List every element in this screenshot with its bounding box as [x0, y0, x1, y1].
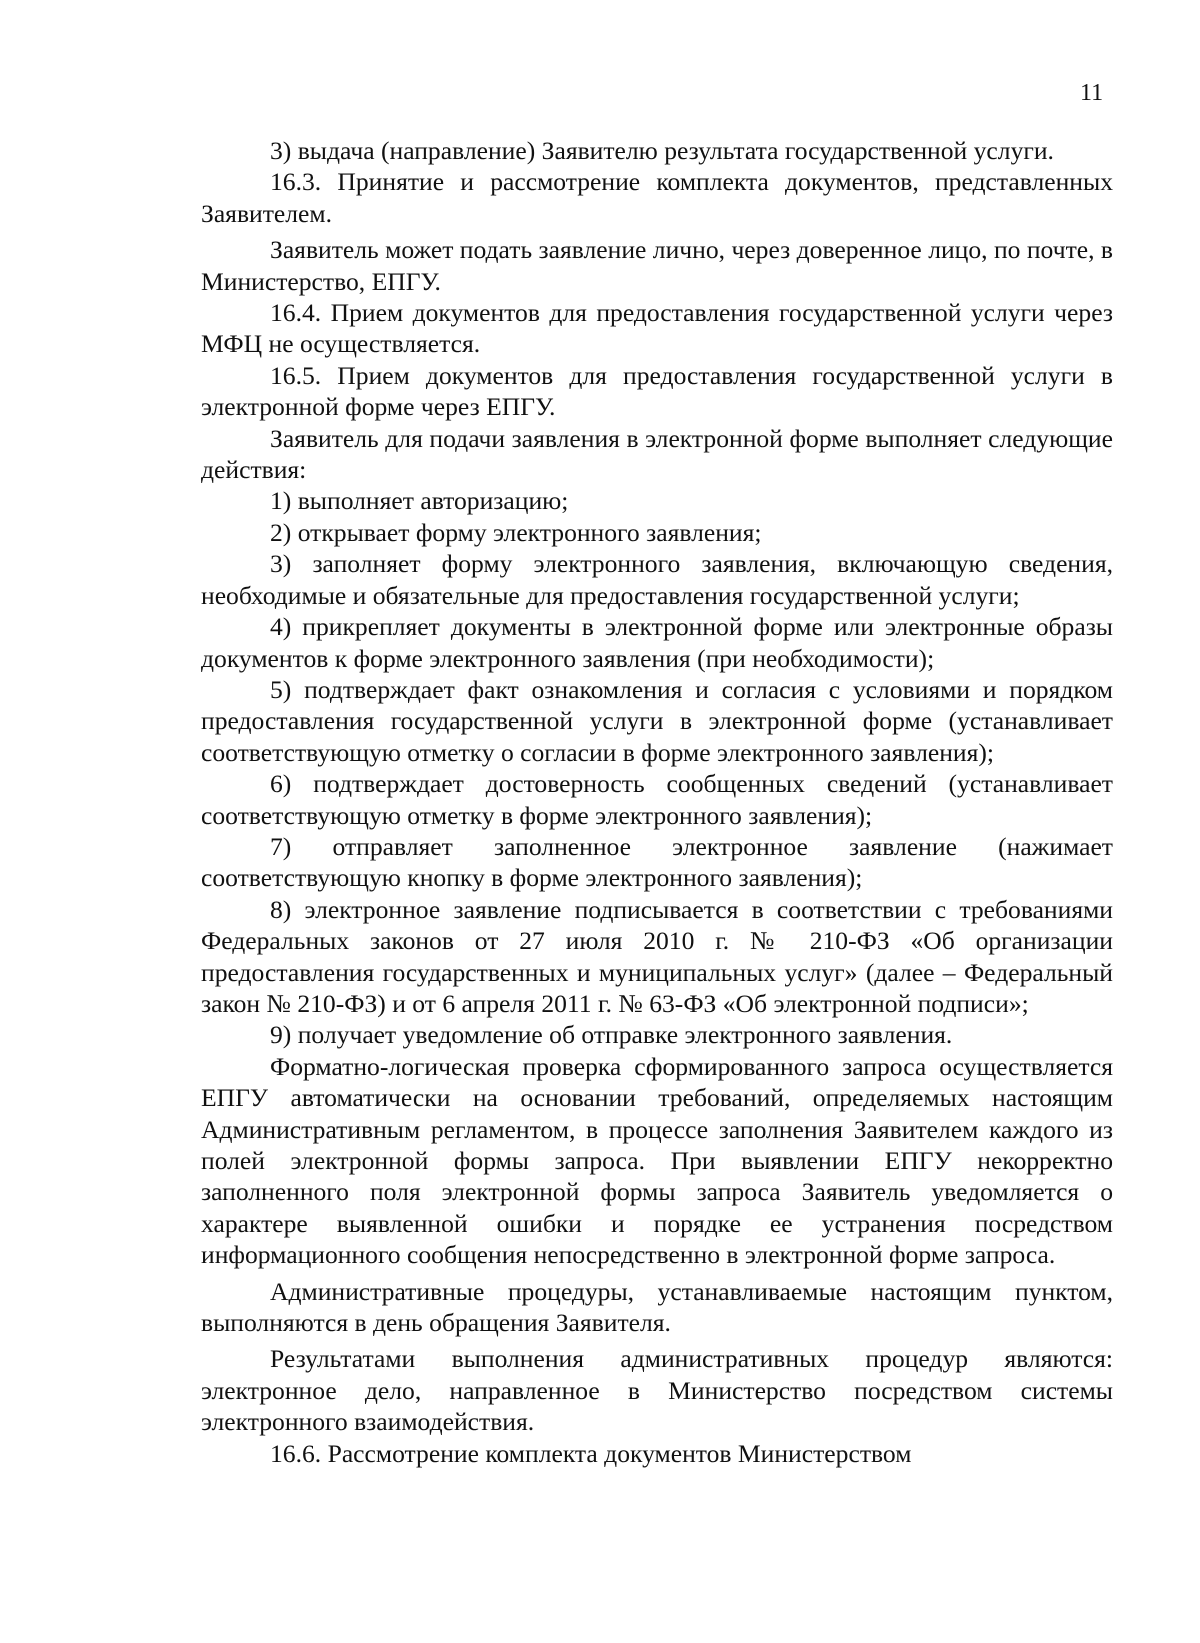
- list-item-5: 5) подтверждает факт ознакомления и согласия с условиями и порядком предоставления государственной услуги в электронной форме (устанавливает соответствующую отметку о согласии в форме электронного заявления);: [201, 674, 1113, 767]
- list-item-8: 8) электронное заявление подписывается в соответствии с требованиями Федеральных законов от 27 июля 2010 г. № 210-ФЗ «Об организации предоставления государственных и муниципальных услуг» (далее – Федеральный закон № 210-ФЗ) и от 6 апреля 2011 г. № 63-ФЗ «Об электронной подписи»;: [201, 894, 1113, 1018]
- paragraph-format-check: Форматно-логическая проверка сформированного запроса осуществляется ЕПГУ автоматически на основании требований, определяемых настоящим Административным регламентом, в процессе заполнения Заявителем каждого из полей электронной формы запроса. При выявлении ЕПГУ некорректно заполненного поля электронной формы запроса Заявитель уведомляется о характере выявленной ошибки и порядке ее устранения посредством информационного сообщения непосредственно в электронной форме запроса.: [201, 1051, 1113, 1270]
- paragraph-results: Результатами выполнения административных процедур являются: электронное дело, направленное в Министерство посредством системы электронного взаимодействия.: [201, 1344, 1113, 1437]
- page-number: 11: [1080, 80, 1104, 106]
- list-item-3: 3) заполняет форму электронного заявления, включающую сведения, необходимые и обязательные для предоставления государственной услуги;: [201, 549, 1113, 610]
- list-item-7: 7) отправляет заполненное электронное заявление (нажимает соответствующую кнопку в форме электронного заявления);: [201, 831, 1113, 893]
- list-item-6: 6) подтверждает достоверность сообщенных сведений (устанавливает соответствующую отметку в форме электронного заявления);: [201, 769, 1113, 830]
- paragraph-16-6: 16.6. Рассмотрение комплекта документов Министерством: [270, 1438, 912, 1468]
- paragraph-16-4: 16.4. Прием документов для предоставления государственной услуги через МФЦ не осуществляется.: [201, 298, 1113, 359]
- list-item-9: 9) получает уведомление об отправке электронного заявления.: [270, 1020, 953, 1050]
- paragraph-submission-methods: Заявитель может подать заявление лично, через доверенное лицо, по почте, в Министерство, ЕПГУ.: [201, 235, 1113, 296]
- paragraph-applicant-actions: Заявитель для подачи заявления в электронной форме выполняет следующие действия:: [201, 423, 1113, 485]
- paragraph-item-3-result: 3) выдача (направление) Заявителю результата государственной услуги.: [270, 136, 1054, 165]
- list-item-2: 2) открывает форму электронного заявления;: [270, 517, 762, 547]
- list-item-4: 4) прикрепляет документы в электронной форме или электронные образы документов к форме электронного заявления (при необходимости);: [201, 612, 1113, 673]
- paragraph-16-3: 16.3. Принятие и рассмотрение комплекта документов, представленных Заявителем.: [201, 167, 1113, 228]
- list-item-1: 1) выполняет авторизацию;: [270, 486, 569, 516]
- paragraph-procedures-timing: Административные процедуры, устанавливаемые настоящим пунктом, выполняются в день обращения Заявителя.: [201, 1276, 1113, 1338]
- document-body: [201, 135, 1113, 1469]
- paragraph-16-5: 16.5. Прием документов для предоставления государственной услуги в электронной форме через ЕПГУ.: [201, 360, 1113, 422]
